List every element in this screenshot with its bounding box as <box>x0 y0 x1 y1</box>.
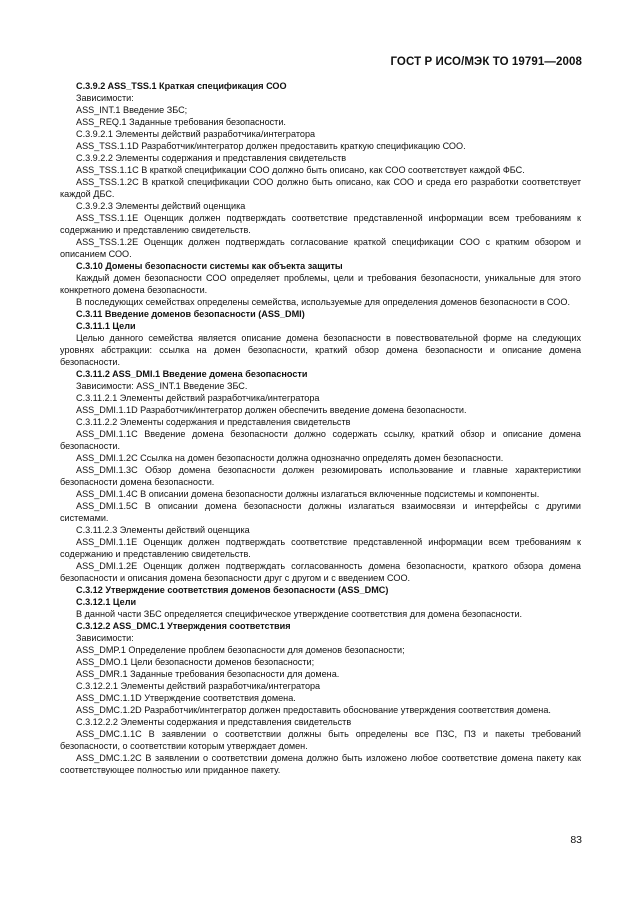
paragraph: C.3.9.2.1 Элементы действий разработчика/интегратора <box>76 129 316 139</box>
paragraph: Зависимости: <box>76 93 134 103</box>
paragraph: C.3.9.2.2 Элементы содержания и представления свидетельств <box>76 153 347 163</box>
page-number: 83 <box>570 834 582 846</box>
paragraph: ASS_DMI.1.1C Введение домена безопасности должно содержать ссылку, краткий обзор и описание домена безопасности. <box>60 429 581 451</box>
paragraph: ASS_DMI.1.3C Обзор домена безопасности должен резюмировать использование и главные характеристики безопасности домена безопасности. <box>60 465 581 487</box>
paragraph: ASS_DMI.1.2C Ссылка на домен безопасности должна однозначно определять домен безопасности. <box>76 453 504 463</box>
paragraph: ASS_DMI.1.2E Оценщик должен подтверждать согласованность домена безопасности, краткого обзора домена безопасности и описания домена безопасности друг с другом и с введением СОО. <box>60 561 581 583</box>
paragraph: C.3.9.2.3 Элементы действий оценщика <box>76 201 246 211</box>
paragraph: C.3.11.2.2 Элементы содержания и представления свидетельств <box>76 417 351 427</box>
paragraph: ASS_DMP.1 Определение проблем безопасности для доменов безопасности; <box>76 645 405 655</box>
paragraph: ASS_TSS.1.2E Оценщик должен подтверждать согласование краткой спецификации СОО с кратким обзором и описанием СОО. <box>60 237 581 259</box>
paragraph: ASS_INT.1 Введение ЗБС; <box>76 105 188 115</box>
section-heading: C.3.11.1 Цели <box>76 321 136 331</box>
document-header: ГОСТ Р ИСО/МЭК ТО 19791—2008 <box>390 56 582 68</box>
paragraph: В данной части ЗБС определяется специфическое утверждение соответствия для домена безопасности. <box>76 609 523 619</box>
section-heading: C.3.12.1 Цели <box>76 597 137 607</box>
paragraph: ASS_DMI.1.1D Разработчик/интегратор должен обеспечить введение домена безопасности. <box>76 405 467 415</box>
paragraph: ASS_TSS.1.1E Оценщик должен подтверждать соответствие представленной информации всем требованиям к содержанию и представлению свидетельств. <box>60 213 581 235</box>
paragraph: ASS_DMR.1 Заданные требования безопасности для домена. <box>76 669 340 679</box>
paragraph: Целью данного семейства является описание домена безопасности в повествовательной форме на следующих уровнях абстракции: ссылка на домен безопасности, краткий обзор домена безопасности и описание домена безопасности. <box>60 333 581 367</box>
paragraph: Зависимости: <box>76 633 134 643</box>
section-heading: C.3.12 Утверждение соответствия доменов безопасности (ASS_DMC) <box>76 585 389 595</box>
paragraph: ASS_DMC.1.2C В заявлении о соответствии домена должно быть изложено любое соответствие домена пакету как соответствующее полностью или приданное пакету. <box>60 753 581 775</box>
paragraph: C.3.11.2.3 Элементы действий оценщика <box>76 525 250 535</box>
section-heading: C.3.10 Домены безопасности системы как объекта защиты <box>76 261 343 271</box>
paragraph: В последующих семействах определены семейства, используемые для определения доменов безопасности в СОО. <box>76 297 570 307</box>
paragraph: C.3.11.2.1 Элементы действий разработчика/интегратора <box>76 393 320 403</box>
section-heading: C.3.11 Введение доменов безопасности (ASS_DMI) <box>76 309 305 319</box>
paragraph: ASS_DMO.1 Цели безопасности доменов безопасности; <box>76 657 315 667</box>
paragraph: ASS_DMC.1.2D Разработчик/интегратор должен предоставить обоснование утверждения соответствия домена. <box>76 705 551 715</box>
section-heading: C.3.11.2 ASS_DMI.1 Введение домена безопасности <box>76 369 308 379</box>
paragraph: ASS_DMC.1.1C В заявлении о соответствии должны быть определены все ПЗС, ПЗ и пакеты требований безопасности, о соответствии которым утверждает домен. <box>60 729 581 751</box>
document-body <box>60 80 581 776</box>
paragraph: ASS_DMI.1.1E Оценщик должен подтверждать соответствие представленной информации всем требованиям к содержанию и представлению свидетельств. <box>60 537 581 559</box>
paragraph: C.3.12.2.2 Элементы содержания и представления свидетельств <box>76 717 352 727</box>
paragraph: ASS_TSS.1.1C В краткой спецификации СОО должно быть описано, как СОО соответствует каждой ФБС. <box>76 165 525 175</box>
paragraph: ASS_DMI.1.5C В описании домена безопасности должны излагаться взаимосвязи и интерфейсы с другими системами. <box>60 501 581 523</box>
paragraph: Зависимости: ASS_INT.1 Введение ЗБС. <box>76 381 248 391</box>
paragraph: ASS_DMC.1.1D Утверждение соответствия домена. <box>76 693 296 703</box>
paragraph: Каждый домен безопасности СОО определяет проблемы, цели и требования безопасности, уникальные для этого конкретного домена безопасности. <box>60 273 581 295</box>
paragraph: ASS_TSS.1.1D Разработчик/интегратор должен предоставить краткую спецификацию СОО. <box>76 141 466 151</box>
section-heading: C.3.12.2 ASS_DMC.1 Утверждения соответствия <box>76 621 291 631</box>
paragraph: ASS_DMI.1.4C В описании домена безопасности должны излагаться включенные подсистемы и компоненты. <box>76 489 540 499</box>
paragraph: C.3.12.2.1 Элементы действий разработчика/интегратора <box>76 681 321 691</box>
paragraph: ASS_REQ.1 Заданные требования безопасности. <box>76 117 286 127</box>
section-heading: C.3.9.2 ASS_TSS.1 Краткая спецификация СОО <box>76 81 287 91</box>
paragraph: ASS_TSS.1.2C В краткой спецификации СОО должно быть описано, как СОО и среда его разработки соответствует каждой ДБС. <box>60 177 581 199</box>
